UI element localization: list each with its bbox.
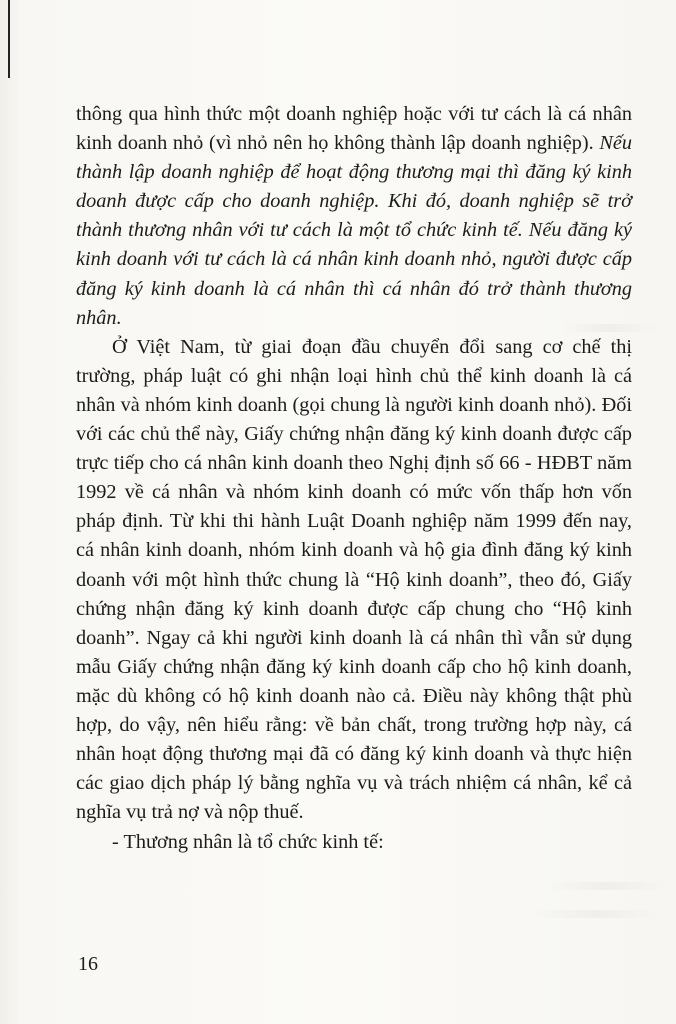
bleed-through-mark (532, 910, 662, 918)
paragraph-2: Ở Việt Nam, từ giai đoạn đầu chuyển đổi sang cơ chế thị trường, pháp luật có ghi nhận loại hình chủ thể kinh doanh là cá nhân và nhóm kinh doanh (gọi chung là người kinh doanh nhỏ). Đối với các chủ thể này, Giấy chứng nhận đăng ký kinh doanh được cấp trực tiếp cho cá nhân kinh doanh theo Nghị định số 66 - HĐBT năm 1992 về cá nhân và nhóm kinh doanh có mức vốn thấp hơn vốn pháp định. Từ khi thi hành Luật Doanh nghiệp năm 1999 đến nay, cá nhân kinh doanh, nhóm kinh doanh và hộ gia đình đăng ký kinh doanh với một hình thức chung là “Hộ kinh doanh”, theo đó, Giấy chứng nhận đăng ký kinh doanh được cấp chung cho “Hộ kinh doanh”. Ngay cả khi người kinh doanh là cá nhân thì vẫn sử dụng mẫu Giấy chứng nhận đăng ký kinh doanh cấp cho hộ kinh doanh, mặc dù không có hộ kinh doanh nào cả. Điều này không thật phù hợp, do vậy, nên hiểu rằng: về bản chất, trong trường hợp này, cá nhân hoạt động thương mại đã có đăng ký kinh doanh và thực hiện các giao dịch pháp lý bằng nghĩa vụ và trách nhiệm cá nhân, kể cả nghĩa vụ trả nợ và nộp thuế. (76, 335, 632, 824)
paragraph-1-regular-text: thông qua hình thức một doanh nghiệp hoặc với tư cách là cá nhân kinh doanh nhỏ (vì nhỏ nên họ không thành lập doanh nghiệp). (76, 103, 632, 155)
page-number: 16 (78, 953, 98, 975)
paragraph-3: - Thương nhân là tổ chức kinh tế: (112, 831, 384, 854)
paragraph-1 (76, 100, 632, 333)
bleed-through-mark (548, 882, 668, 890)
page-binding-edge (8, 0, 10, 78)
paragraph-1-italic-text: Nếu thành lập doanh nghiệp để hoạt động thương mại thì đăng ký kinh doanh được cấp cho doanh nghiệp. Khi đó, doanh nghiệp sẽ trở thành thương nhân với tư cách là một tổ chức kinh tế. Nếu đăng ký kinh doanh với tư cách là cá nhân kinh doanh nhỏ, người được cấp đăng ký kinh doanh là cá nhân thì cá nhân đó trở thành thương nhân. (76, 132, 632, 329)
body-text (76, 100, 632, 857)
